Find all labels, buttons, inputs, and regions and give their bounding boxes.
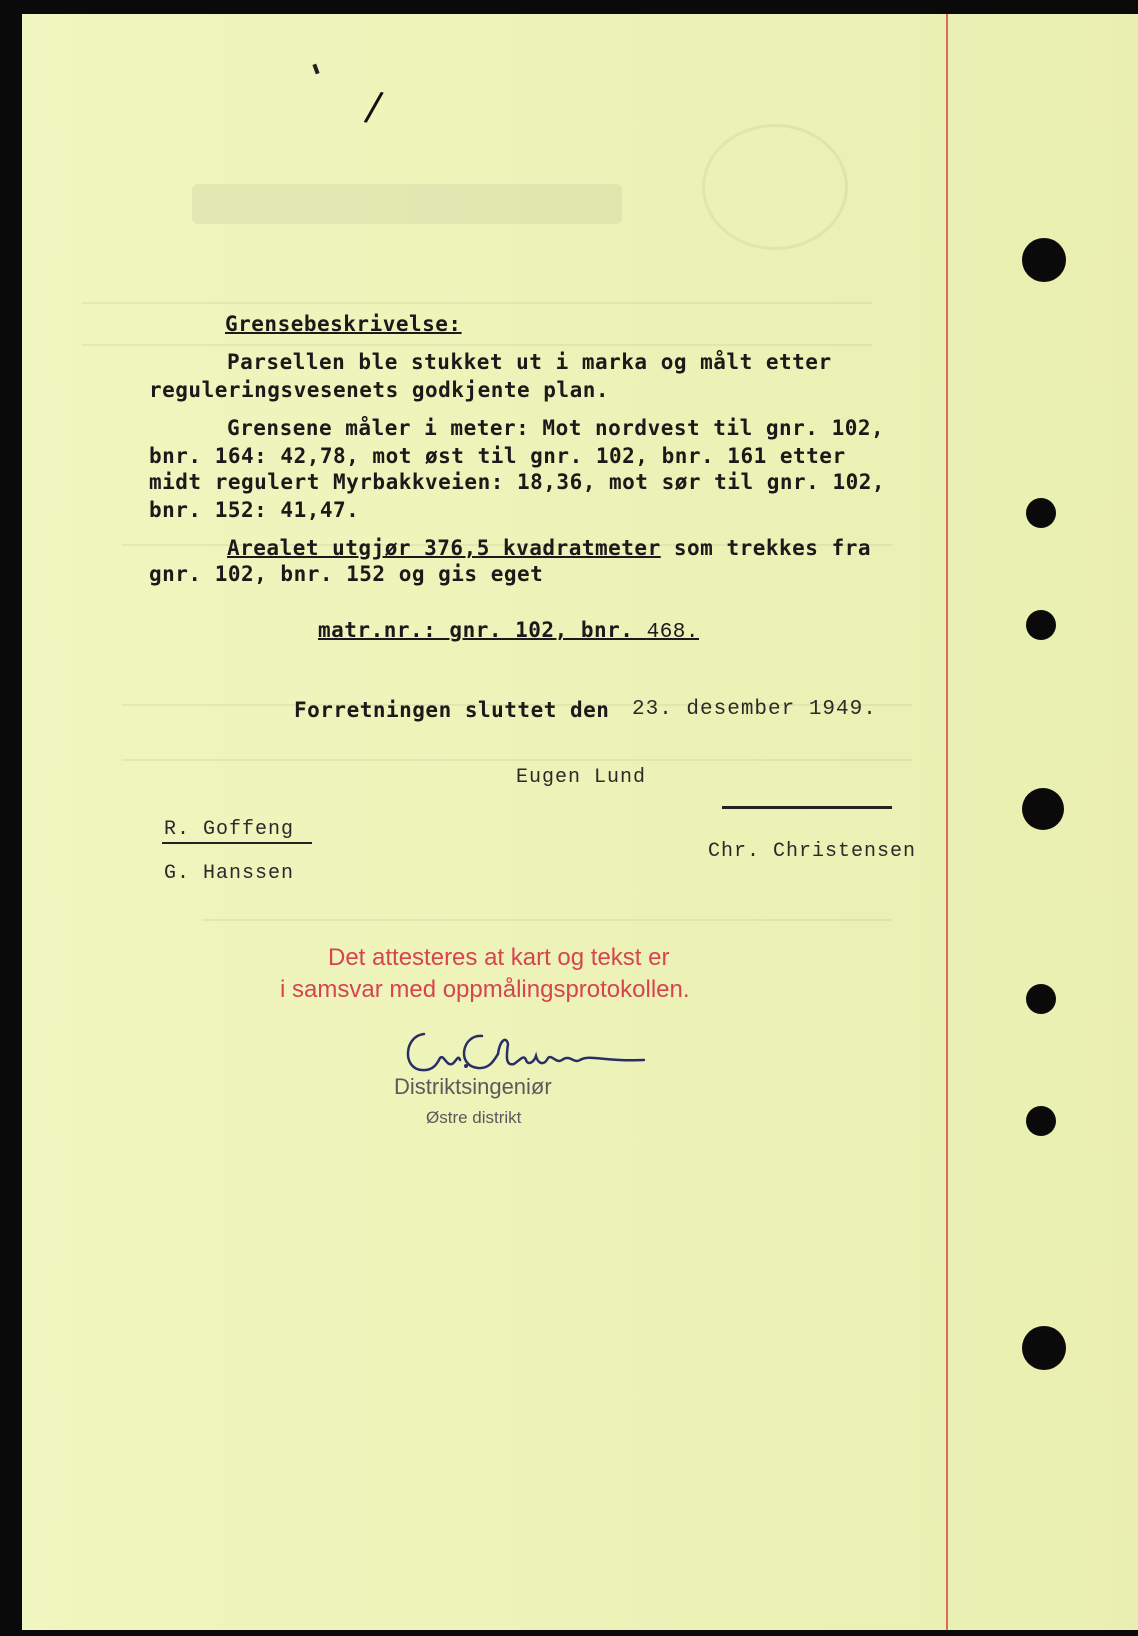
binder-hole	[1026, 610, 1056, 640]
stamp-title: Distriktsingeniør	[394, 1074, 552, 1099]
binder-hole	[1022, 1326, 1066, 1370]
area-statement-rest: som trekkes fra	[660, 536, 872, 560]
pen-dot	[312, 64, 319, 75]
stamp-district: Østre distrikt	[426, 1108, 522, 1127]
binder-hole	[1022, 788, 1064, 830]
paragraph1-line1: Parsellen ble stukket ut i marka og målt etter	[227, 350, 832, 374]
paragraph2-line3: midt regulert Myrbakkveien: 18,36, mot sør til gnr. 102,	[149, 470, 886, 494]
stamp-line1: Det attesteres at kart og tekst er	[328, 944, 670, 971]
binder-hole	[1026, 498, 1056, 528]
document-page	[22, 14, 1138, 1630]
matr-label: matr.nr.: gnr. 102, bnr.	[318, 618, 634, 642]
matr-value: 468.	[646, 621, 700, 644]
paragraph3-line2: gnr. 102, bnr. 152 og gis eget	[149, 562, 544, 586]
closing-label: Forretningen sluttet den	[294, 698, 610, 722]
paragraph2-line1: Grensene måler i meter: Mot nordvest til gnr. 102,	[227, 416, 885, 440]
margin-line	[946, 14, 948, 1630]
signature-hanssen: G. Hanssen	[164, 862, 295, 885]
pen-mark: /	[362, 83, 386, 131]
signature-line-left	[162, 842, 312, 844]
signature-christensen: Chr. Christensen	[708, 840, 917, 863]
signature-goffeng: R. Goffeng	[164, 818, 295, 841]
paragraph1-line2: reguleringsvesenets godkjente plan.	[149, 378, 610, 402]
signature-lund: Eugen Lund	[516, 766, 647, 789]
matr-number	[318, 618, 699, 644]
stamp-line2: i samsvar med oppmålingsprotokollen.	[280, 976, 690, 1003]
signature-line-right	[722, 806, 892, 809]
paragraph2-line4: bnr. 152: 41,47.	[149, 498, 360, 522]
binder-hole	[1026, 984, 1056, 1014]
area-statement: Arealet utgjør 376,5 kvadratmeter	[227, 536, 661, 560]
closing-date: 23. desember 1949.	[632, 698, 877, 721]
binder-hole	[1022, 238, 1066, 282]
paragraph3-line1	[227, 536, 871, 560]
paragraph2-line2: bnr. 164: 42,78, mot øst til gnr. 102, bnr. 161 etter	[149, 444, 846, 468]
binder-hole	[1026, 1106, 1056, 1136]
heading: Grensebeskrivelse:	[225, 312, 462, 336]
